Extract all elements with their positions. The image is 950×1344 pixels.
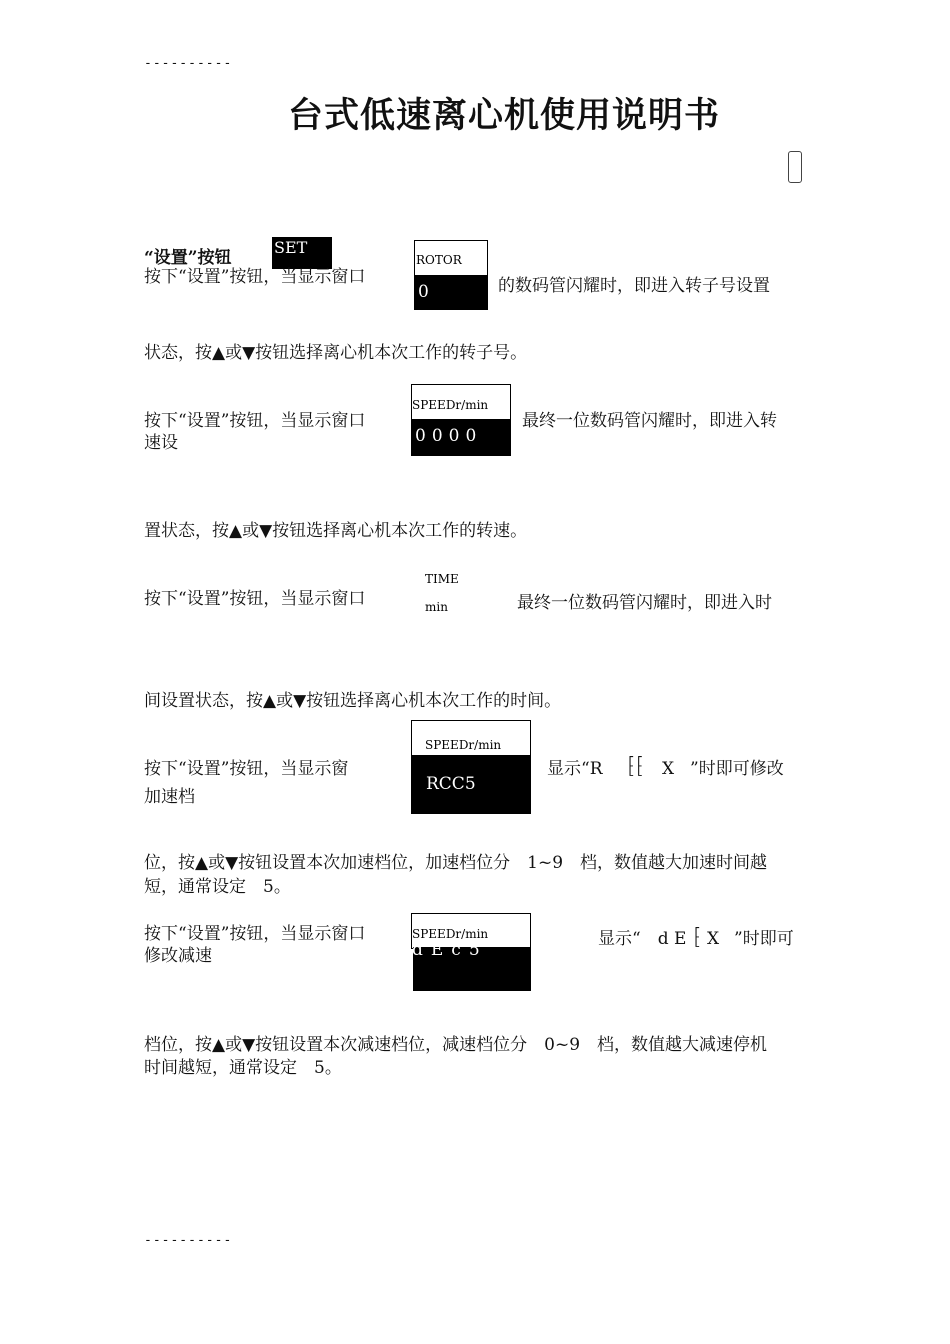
- accel-text-line2: 位，按▲或▼按钮设置本次加速档位，加速档位分 1~9 档，数值越大加速时间越: [144, 853, 768, 873]
- accel-text-before: 按下“设置”按钮，当显示窗: [144, 759, 349, 779]
- time-display-label: TIME: [425, 572, 459, 586]
- decel-text-before-wrap: 修改减速: [144, 946, 212, 966]
- speed-text-after: 最终一位数码管闪耀时，即进入转: [522, 411, 777, 431]
- set-key-display: [272, 237, 332, 269]
- decel-text-after-a: 显示“ d E: [598, 929, 687, 949]
- accel-bracket-icon: ⁅⁅: [627, 754, 645, 779]
- decel-text-after-b: X: [707, 929, 720, 949]
- rotor-text-after: 的数码管闪耀时，即进入转子号设置: [498, 276, 770, 296]
- rotor-display-value: 0: [415, 275, 487, 309]
- accel-display-value: RCC5: [412, 755, 530, 813]
- decel-text-line3: 时间越短，通常设定 5。: [144, 1058, 342, 1078]
- accel-text-after-c: ”时即可修改: [690, 759, 784, 779]
- header-rule: ----------: [144, 56, 233, 71]
- accel-text-after-a: 显示“R: [547, 759, 603, 779]
- decel-display-label: SPEEDr/min: [412, 927, 489, 941]
- page-title: 台式低速离心机使用说明书: [288, 96, 721, 136]
- speed-text-line2: 置状态，按▲或▼按钮选择离心机本次工作的转速。: [144, 521, 528, 541]
- time-text-line2: 间设置状态，按▲或▼按钮选择离心机本次工作的时间。: [144, 691, 562, 711]
- set-section-heading: “设置”按钮: [144, 248, 232, 268]
- footer-rule: ----------: [144, 1233, 233, 1248]
- time-display-unit: min: [425, 600, 448, 614]
- speed-display-label: SPEEDr/min: [412, 398, 489, 412]
- accel-display-label: SPEEDr/min: [425, 738, 502, 752]
- speed-text-before-wrap: 速设: [144, 433, 178, 453]
- decel-text-line2: 档位，按▲或▼按钮设置本次减速档位，减速档位分 0~9 档，数值越大减速停机: [144, 1035, 768, 1055]
- accel-text-before-wrap: 加速档: [144, 787, 195, 807]
- set-key-label: SET: [274, 238, 308, 257]
- rotor-text-line2: 状态，按▲或▼按钮选择离心机本次工作的转子号。: [144, 343, 528, 363]
- decel-text-before: 按下“设置”按钮，当显示窗口: [144, 924, 366, 944]
- accel-text-after-b: X: [662, 759, 675, 779]
- placeholder-glyph-icon: [788, 151, 802, 183]
- accel-display: [411, 720, 531, 814]
- speed-display: [411, 384, 511, 456]
- rotor-text-before: 按下“设置”按钮，当显示窗口: [144, 267, 366, 287]
- accel-text-line3: 短，通常设定 5。: [144, 877, 291, 897]
- speed-display-value: 0000: [412, 419, 510, 455]
- time-text-after: 最终一位数码管闪耀时，即进入时: [517, 593, 772, 613]
- rotor-display-label: ROTOR: [416, 253, 462, 267]
- rotor-display: [414, 240, 488, 310]
- speed-text-before: 按下“设置”按钮，当显示窗口: [144, 411, 366, 431]
- decel-bracket-icon: ⁅: [693, 925, 702, 950]
- time-text-before: 按下“设置”按钮，当显示窗口: [144, 589, 366, 609]
- decel-text-after-c: ”时即可: [734, 929, 794, 949]
- decel-display-value: dEc5: [412, 940, 488, 960]
